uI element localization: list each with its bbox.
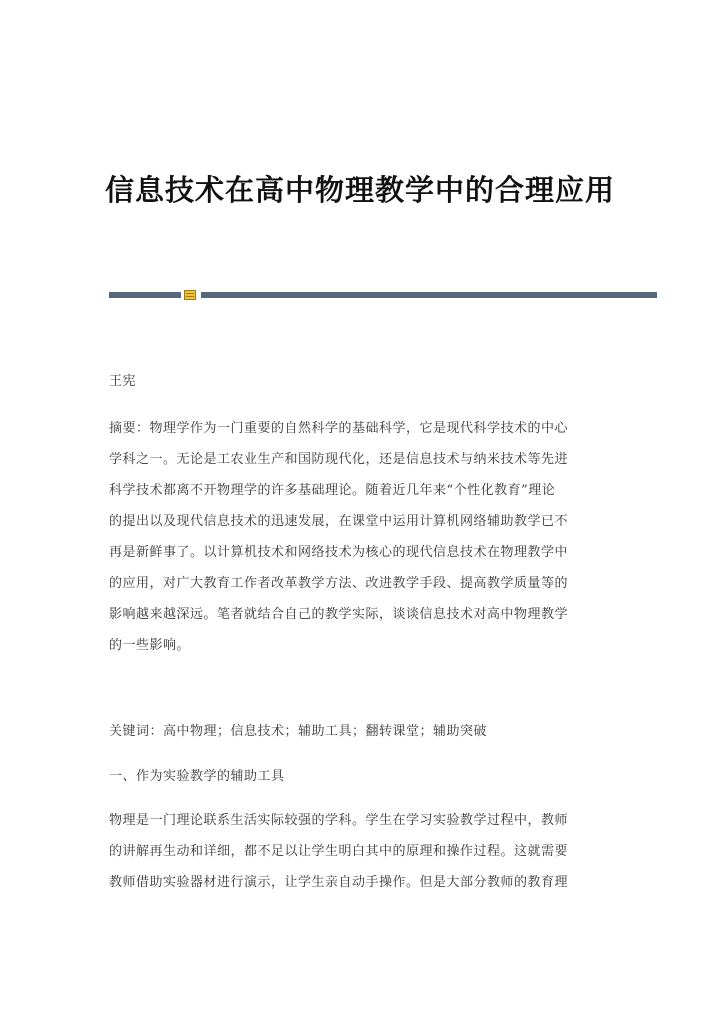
- document-title: 信息技术在高中物理教学中的合理应用: [104, 173, 615, 207]
- abstract-line: 的提出以及现代信息技术的迅速发展，在课堂中运用计算机网络辅助教学已不: [109, 514, 569, 529]
- keywords: 关键词：高中物理；信息技术；辅助工具；翻转课堂；辅助突破: [109, 724, 488, 739]
- document-icon: [184, 290, 196, 300]
- section-line: 的讲解再生动和详细，都不足以让学生明白其中的原理和操作过程。这就需要: [109, 844, 569, 859]
- abstract-line: 科学技术都离不开物理学的许多基础理论。随着近几年来“个性化教育”理论: [109, 483, 556, 498]
- abstract-line: 影响越来越深远。笔者就结合自己的教学实际，谈谈信息技术对高中物理教学: [109, 607, 569, 622]
- abstract-line: 的一些影响。: [109, 638, 191, 653]
- title-divider-right: [201, 292, 657, 298]
- abstract-paragraph: [109, 413, 604, 661]
- section-heading: 一、作为实验教学的辅助工具: [109, 769, 285, 784]
- section-paragraph: [109, 805, 604, 898]
- title-divider-left: [109, 292, 181, 298]
- abstract-line: 学科之一。无论是工农业生产和国防现代化，还是信息技术与纳米技术等先进: [109, 452, 569, 467]
- abstract-line: 摘要：物理学作为一门重要的自然科学的基础科学，它是现代科学技术的中心: [109, 421, 569, 436]
- section-line: 物理是一门理论联系生活实际较强的学科。学生在学习实验教学过程中，教师: [109, 813, 569, 828]
- section-line: 教师借助实验器材进行演示，让学生亲自动手操作。但是大部分教师的教育理: [109, 875, 569, 890]
- abstract-line: 再是新鲜事了。以计算机技术和网络技术为核心的现代信息技术在物理教学中: [109, 545, 569, 560]
- abstract-line: 的应用，对广大教育工作者改革教学方法、改进教学手段、提高教学质量等的: [109, 576, 569, 591]
- author-name: 王宪: [109, 374, 137, 389]
